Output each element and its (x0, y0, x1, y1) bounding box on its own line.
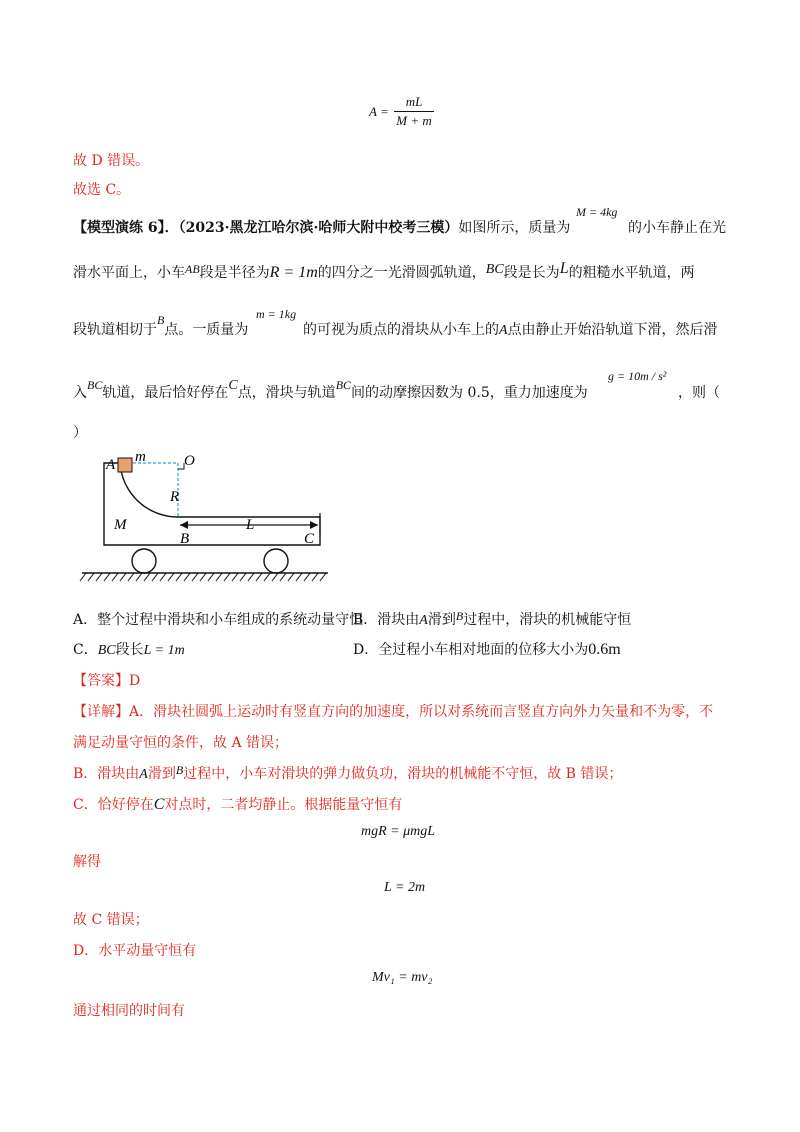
conclusion-d: 故 D 错误。 (73, 153, 150, 169)
arrow-head-left (180, 521, 188, 529)
problem-text: 的粗糙水平轨道，两 (568, 265, 695, 281)
conclusion-c-wrong: 故 C 错误； (73, 912, 149, 928)
cart-body (104, 463, 320, 545)
option-c (73, 640, 185, 661)
problem-text: 间的动摩擦因数为 0.5，重力加速度为 (351, 385, 588, 401)
explain-text: 滑到 (147, 766, 176, 782)
label-O: O (184, 453, 195, 469)
length-value: L = 1m (143, 643, 185, 658)
label-M: M (114, 517, 127, 533)
problem-text: ） (73, 425, 87, 441)
problem-text: 点。一质量为 (164, 322, 249, 338)
problem-text: 段是长为 (503, 265, 560, 281)
wheel-left (132, 549, 156, 573)
point-B: B (175, 763, 184, 777)
explain-line-3 (73, 764, 622, 785)
problem-line-4 (73, 378, 588, 404)
radius-value: R = 1m (269, 264, 318, 281)
problem-line-3b (303, 320, 718, 341)
explain-text: 对点时，二者均静止。根据能量守恒有 (164, 797, 403, 813)
label-L: L (246, 517, 255, 533)
solve-label: 解得 (73, 854, 101, 870)
point-C: C (153, 796, 165, 813)
option-text: D．全过程小车相对地面的位移大小为 (353, 642, 589, 658)
option-text: 段长 (115, 642, 144, 658)
point-A: A (499, 323, 508, 338)
answer-label: 【答案】D (73, 673, 141, 689)
option-b (353, 610, 631, 631)
problem-line-1 (73, 218, 570, 238)
option-a: A．整个过程中滑块和小车组成的系统动量守恒 (73, 612, 364, 628)
slider-block (118, 458, 132, 472)
segment-BC: BC (335, 378, 352, 392)
explain-line-4 (73, 795, 402, 815)
segment-BC: BC (87, 378, 103, 392)
problem-text: 的四分之一光滑圆弧轨道， (317, 265, 486, 281)
option-text: 滑到 (427, 612, 456, 628)
mass-M-value: M = 4kg (576, 205, 618, 219)
equation-result: L = 2m (384, 880, 426, 895)
problem-tag: 【模型演练 6】．（2023·黑龙江哈尔滨·哈师大附中校考三模） (73, 220, 459, 236)
problem-text: 段轨道相切于 (73, 322, 157, 338)
label-C: C (304, 531, 315, 547)
arrow-head-right (310, 521, 318, 529)
ground-hatch (80, 573, 326, 581)
problem-text: 入 (73, 385, 87, 401)
explain-text: B．滑块由 (73, 766, 140, 782)
fraction-bar (394, 111, 434, 112)
label-A: A (106, 457, 116, 473)
segment-BC: BC (97, 643, 116, 658)
explain-line-1: 【详解】A．滑块社圆弧上运动时有竖直方向的加速度，所以对系统而言竖直方向外力矢量和不为零，不 (73, 704, 714, 720)
option-d (353, 640, 621, 660)
problem-text: 点，滑块与轨道 (237, 385, 336, 401)
problem-text: ，则（ (678, 385, 720, 401)
option-text: C． (73, 642, 98, 658)
segment-BC: BC (485, 262, 504, 277)
length-L: L (559, 260, 569, 277)
point-B: B (455, 609, 464, 623)
conclusion-c: 故选 C。 (73, 182, 131, 198)
formula-lhs: A = (369, 104, 389, 119)
point-A: A (139, 767, 148, 782)
formula-denominator: M + m (396, 113, 432, 128)
problem-text: 如图所示，质量为 (458, 220, 571, 236)
point-A: A (419, 613, 428, 628)
explain-text: 过程中，小车对滑块的弹力做负功，滑块的机械能不守恒，故 B 错误； (183, 766, 623, 782)
problem-text: 轨道，最后恰好停在 (102, 385, 229, 401)
point-C: C (228, 378, 238, 393)
problem-line-2 (73, 260, 695, 284)
explain-line-2: 满足动量守恒的条件，故 A 错误； (73, 735, 289, 751)
label-R: R (170, 489, 180, 505)
option-text: 过程中，滑块的机械能守恒 (463, 612, 632, 628)
label-m: m (135, 449, 146, 465)
problem-text: 的可视为质点的滑块从小车上的 (303, 322, 499, 338)
option-text: B．滑块由 (353, 612, 420, 628)
label-B: B (180, 531, 190, 547)
problem-text: 段是半径为 (199, 265, 270, 281)
explain-text: C．恰好停在 (73, 797, 154, 813)
displacement-value: 0.6m (588, 641, 621, 658)
gravity-value: g = 10m / s² (608, 369, 667, 383)
formula-fraction (394, 94, 434, 129)
problem-line-3 (73, 313, 249, 340)
problem-text: 点由静止开始沿轨道下滑，然后滑 (507, 322, 718, 338)
formula-numerator: mL (405, 94, 423, 109)
segment-AB: AB (185, 262, 200, 276)
explain-line-5: D．水平动量守恒有 (73, 943, 197, 959)
equation-energy: mgR = μmgL (361, 824, 436, 839)
mass-m-value: m = 1kg (256, 307, 297, 321)
explain-line-6: 通过相同的时间有 (73, 1003, 185, 1019)
point-B: B (157, 313, 165, 327)
equation-momentum: Mv₁ = mv₂ (372, 970, 433, 985)
problem-text: 的小车静止在光 (628, 220, 726, 236)
wheel-right (264, 549, 288, 573)
problem-text: 滑水平面上，小车 (73, 265, 185, 281)
cart-figure (78, 445, 338, 590)
